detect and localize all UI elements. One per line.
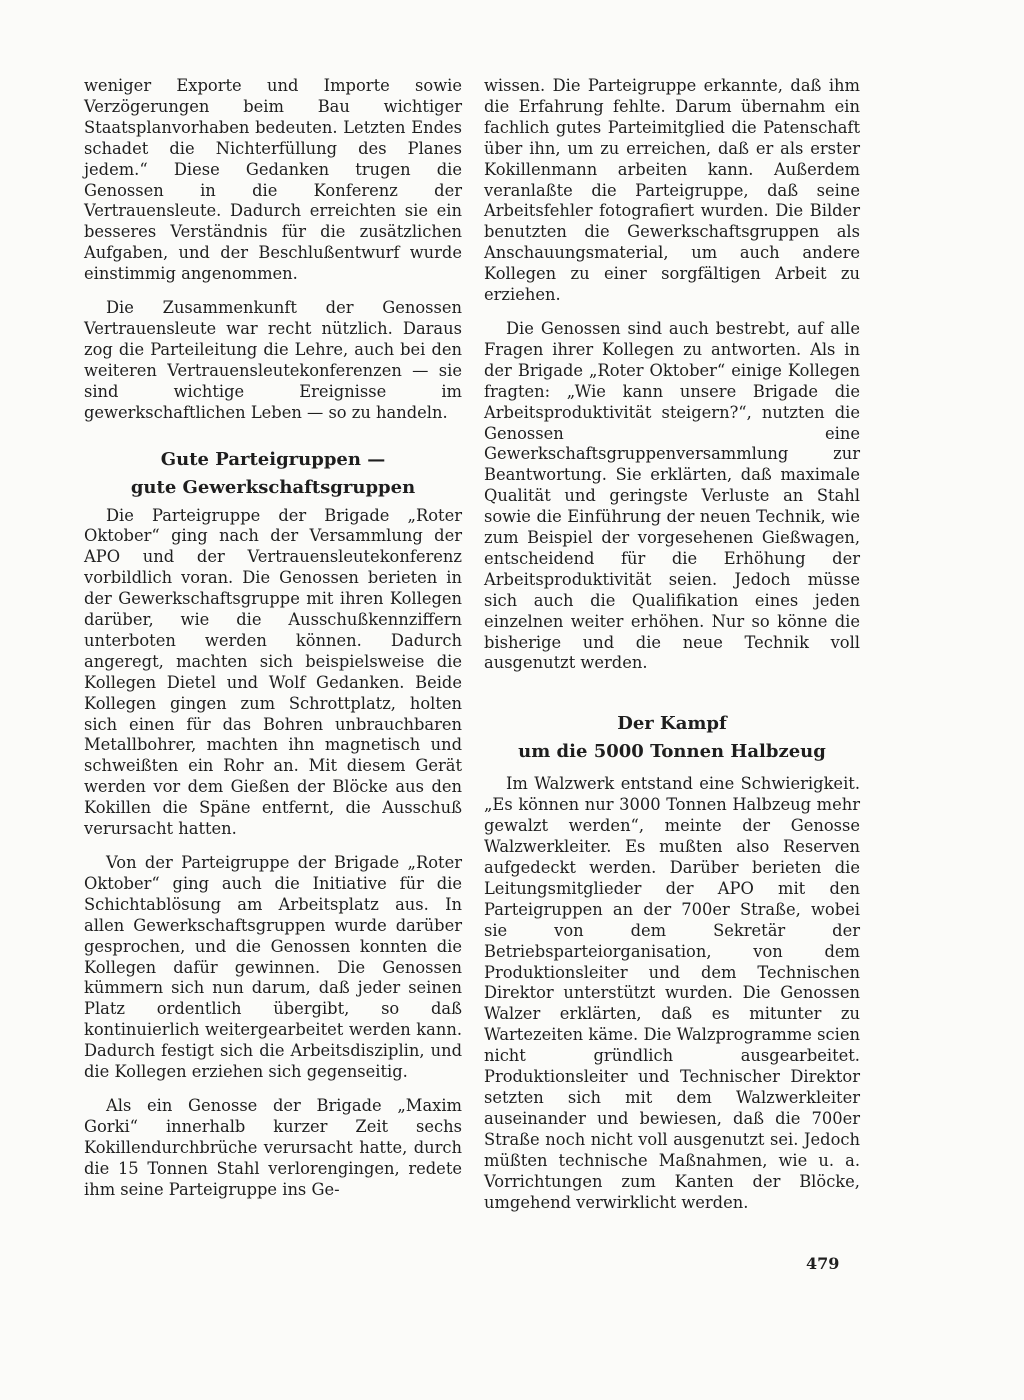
left-column [84,76,462,1201]
section-heading-parteigruppen [84,446,462,502]
right-column [484,76,860,1213]
heading-line: Der Kampf [617,713,727,735]
heading-line: um die 5000 Tonnen Halbzeug [518,741,826,763]
paragraph: weniger Exporte und Importe sowie Verzögerungen beim Bau wichtiger Staatsplanvorhaben bedeuten. Letzten Endes schadet die Nichterfüllung des Planes jedem.“ Diese Gedanken trugen die Genossen in die Konferenz der Vertrauensleute. Dadurch erreichten sie ein besseres Verständnis für die zusätzlichen Aufgaben, und der Beschlußentwurf wurde einstimmig angenommen. [84,76,462,284]
section-heading-kampf [484,710,860,766]
paragraph: Die Genossen sind auch bestrebt, auf alle Fragen ihrer Kollegen zu antworten. Als in der Brigade „Roter Oktober“ einige Kollegen fragten: „Wie kann unsere Brigade die Arbeitsproduktivität steigern?“, nutzten die Genossen eine Gewerkschaftsgruppenversammlung zur Beantwortung. Sie erklärten, daß maximale Qualität und geringste Verluste an Stahl sowie die Einführung der neuen Technik, wie zum Beispiel der vorgesehenen Gießwagen, entscheidend für die Erhöhung der Arbeitsproduktivität seien. Jedoch müsse sich auch die Qualifikation eines jeden einzelnen weiter erhöhen. Nur so könne die bisherige und die neue Technik voll ausgenutzt werden. [484,318,860,673]
paragraph: wissen. Die Parteigruppe erkannte, daß ihm die Erfahrung fehlte. Darum übernahm ein fachlich gutes Parteimitglied die Patenschaft über ihn, um zu erreichen, daß er als erster Kokillenmann arbeiten kann. Außerdem veranlaßte die Parteigruppe, daß seine Arbeitsfehler fotografiert wurden. Die Bilder benutzten die Gewerkschaftsgruppen als Anschauungsmaterial, um auch andere Kollegen zu einer sorgfältigen Arbeit zu erziehen. [484,76,860,305]
heading-line: Gute Parteigruppen — [160,448,386,470]
paragraph: Die Parteigruppe der Brigade „Roter Oktober“ ging nach der Versammlung der APO und der Vertrauensleutekonferenz vorbildlich voran. Die Genossen berieten in der Gewerkschaftsgruppe mit ihren Kollegen darüber, wie die Ausschußkennziffern unterboten werden können. Dadurch angeregt, machten sich beispielsweise die Kollegen Dietel und Wolf Gedanken. Beide Kollegen gingen zum Schrottplatz, holten sich einen für das Bohren unbrauchbaren Metallbohrer, machten ihn magnetisch und schweißten ein Rohr an. Mit diesem Gerät werden vor dem Gießen der Blöcke aus den Kokillen die Späne entfernt, die Ausschuß verursacht hatten. [84,505,462,839]
paragraph: Im Walzwerk entstand eine Schwierigkeit. „Es können nur 3000 Tonnen Halbzeug mehr gewalzt werden“, meinte der Genosse Walzwerkleiter. Es mußten also Reserven aufgedeckt werden. Darüber berieten die Leitungsmitglieder der APO mit den Parteigruppen an der 700er Straße, wobei sie von dem Sekretär der Betriebsparteiorganisation, von dem Produktionsleiter und dem Technischen Direktor unterstützt wurden. Die Genossen Walzer erklärten, daß es mitunter zu Wartezeiten käme. Die Walzprogramme scien nicht gründlich ausgearbeitet. Produktionsleiter und Technischer Direktor setzten sich mit dem Walzwerkleiter auseinander und bewiesen, daß die 700er Straße noch nicht voll ausgenutzt sei. Jedoch müßten technische Maßnahmen, wie u. a. Vorrichtungen zum Kanten der Blöcke, umgehend verwirklicht werden. [484,774,860,1212]
paragraph: Die Zusammenkunft der Genossen Vertrauensleute war recht nützlich. Daraus zog die Parteileitung die Lehre, auch bei den weiteren Vertrauensleutekonferenzen — sie sind wichtige Ereignisse im gewerkschaftlichen Leben — so zu handeln. [84,298,462,422]
heading-line: gute Gewerkschaftsgruppen [130,476,416,498]
paragraph: Als ein Genosse der Brigade „Maxim Gorki“ innerhalb kurzer Zeit sechs Kokillendurchbrüche verursacht hatte, durch die 15 Tonnen Stahl verlorengingen, redete ihm seine Parteigruppe ins Ge- [84,1095,462,1199]
page-number: 479 [806,1254,840,1273]
paragraph: Von der Parteigruppe der Brigade „Roter Oktober“ ging auch die Initiative für die Schichtablösung am Arbeitsplatz aus. In allen Gewerkschaftsgruppen wurde darüber gesprochen, und die Genossen konnten die Kollegen dafür gewinnen. Die Genossen kümmern sich nun darum, daß jeder seinen Platz ordentlich übergibt, so daß kontinuierlich weitergearbeitet werden kann. Dadurch festigt sich die Arbeitsdisziplin, und die Kollegen erziehen sich gegenseitig. [84,853,462,1082]
